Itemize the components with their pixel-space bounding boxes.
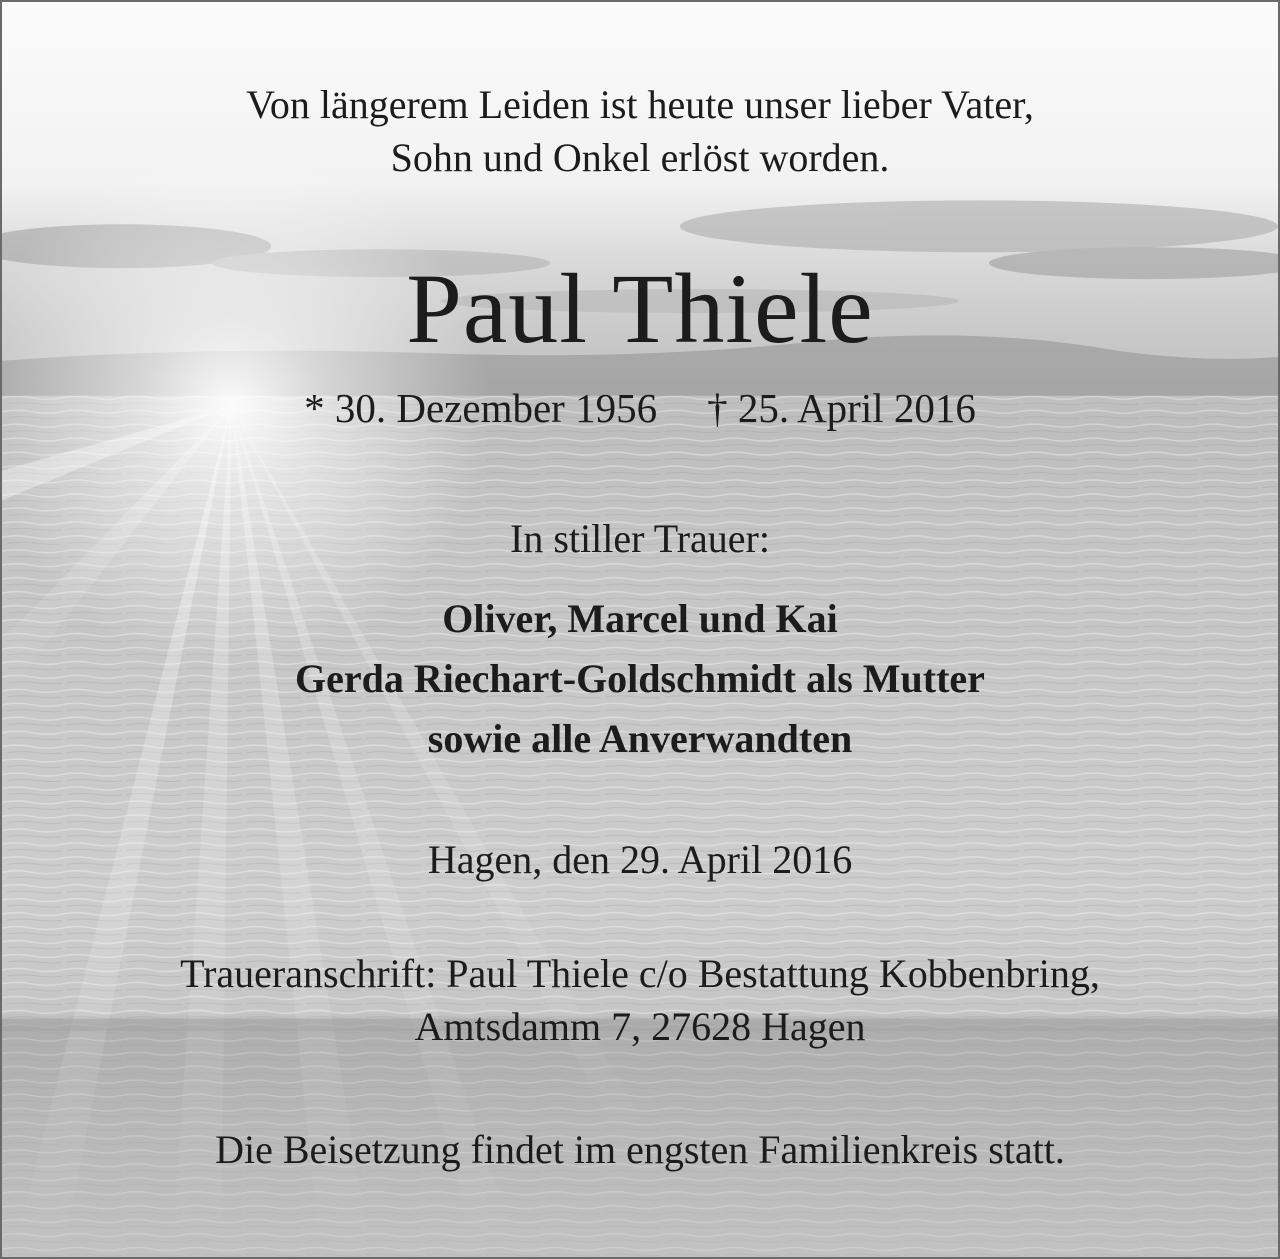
mourner-line: Oliver, Marcel und Kai — [442, 596, 838, 641]
mourner-line: sowie alle Anverwandten — [427, 716, 853, 761]
address-line: Traueranschrift: Paul Thiele c/o Bestattung Kobbenbring, — [180, 951, 1100, 996]
mourners-list — [2, 589, 1278, 769]
intro-line: Von längerem Leiden ist heute unser lieber Vater, — [246, 82, 1034, 127]
funeral-note: Die Beisetzung findet im engsten Familienkreis statt. — [215, 1127, 1065, 1172]
death-date: † 25. April 2016 — [707, 385, 976, 431]
birth-date: * 30. Dezember 1956 — [304, 385, 658, 431]
mourning-heading: In stiller Trauer: — [510, 516, 770, 561]
intro-line: Sohn und Onkel erlöst worden. — [390, 135, 890, 180]
place-and-date: Hagen, den 29. April 2016 — [427, 837, 853, 882]
address-line: Amtsdamm 7, 27628 Hagen — [414, 1004, 866, 1049]
intro-text — [2, 78, 1278, 184]
mourner-line: Gerda Riechart-Goldschmidt als Mutter — [295, 656, 985, 701]
life-dates — [2, 382, 1278, 434]
deceased-name: Paul Thiele — [406, 253, 874, 364]
mourning-address — [2, 947, 1278, 1053]
